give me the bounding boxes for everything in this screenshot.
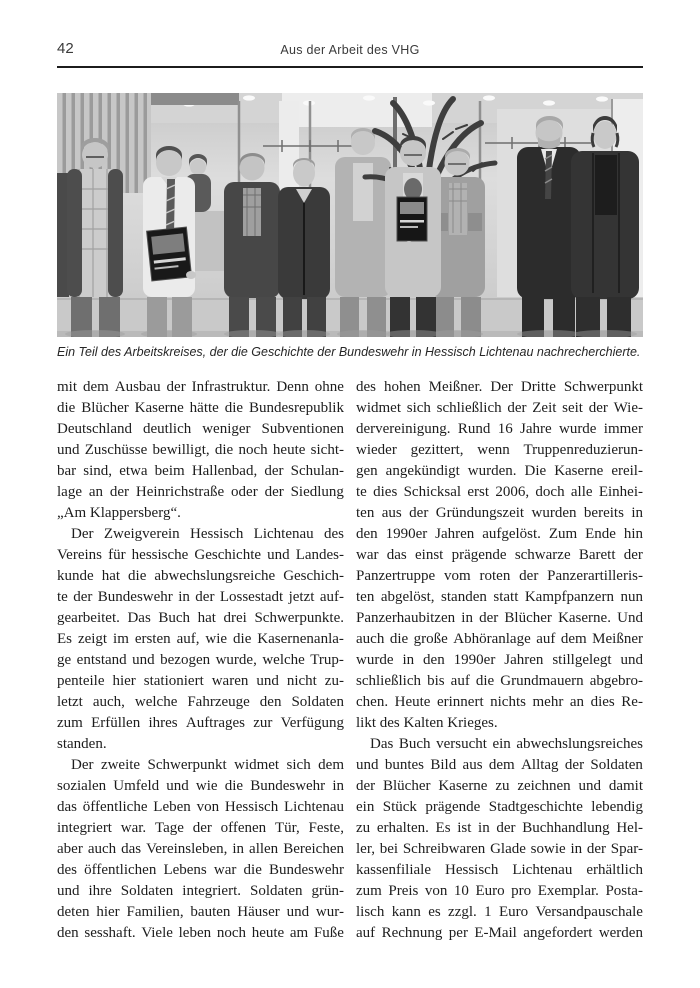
text-line: te dies Schicksal erst 2006, doch alle Einhei- (356, 484, 643, 500)
text-line: des öffentlichen Lebens war die Bundeswehr (57, 862, 344, 878)
text-line: die Blücher Kaserne hätte die Bundesrepublik (57, 400, 344, 416)
text-line: Panzertruppe vom roten der Panzerartilleris- (356, 568, 643, 584)
text-line: gearbeitet. Das Buch hat drei Schwerpunkte. (57, 610, 344, 626)
text-line: likt des Kalten Krieges. (356, 715, 498, 731)
text-line: und buntes Bild aus dem Alltag der Soldaten (356, 757, 643, 773)
book-cover (147, 227, 192, 281)
book-cover (397, 197, 427, 241)
text-line: aber auch das Vereinsleben, in allen Bereichen (57, 841, 344, 857)
text-line: mit dem Ausbau der Infrastruktur. Denn ohne (57, 379, 344, 395)
text-line: auch die große Abhöranlage auf dem Meißner (356, 631, 643, 647)
text-column-left (57, 377, 344, 944)
text-line: der Blücher Kaserne zu zeichnen und damit (356, 778, 643, 794)
text-line: lisch kann es zzgl. 1 Euro Versandpauschale (356, 904, 643, 920)
page-header (57, 40, 643, 60)
text-line: lage an der Heinrichstraße oder der Siedlung (57, 484, 344, 500)
text-line: ler, bei Schreibwaren Glade sowie in der Spar- (356, 841, 643, 857)
page-number: 42 (57, 40, 74, 57)
text-line: ten abgelöst, standen statt Kampfpanzern nun (356, 589, 643, 605)
photo-scene (57, 93, 643, 337)
text-line: kassenfiliale Hessisch Lichtenau erhältlich (356, 862, 643, 878)
text-line: chen. Heute erinnert nichts mehr an dies Re- (356, 694, 643, 710)
running-header: Aus der Arbeit des VHG (280, 43, 420, 57)
text-line: Vereins für hessische Geschichte und Landes- (57, 547, 344, 563)
photo-caption: Ein Teil des Arbeitskreises, der die Geschichte der Bundeswehr in Hessisch Lichtenau nachrecherchierte. (57, 345, 641, 359)
text-line: gen angekündigt wurden. Die Kaserne ereil- (356, 463, 643, 479)
text-line: Es zeigt im ersten auf, wie die Kasernenanla- (57, 631, 344, 647)
text-line: und Zuschüsse bewilligt, die noch heute sicht- (57, 442, 344, 458)
text-line: letzt auch, welche Fahrzeuge den Soldaten (57, 694, 344, 710)
text-line: wieder gezittert, wenn Truppenreduzierun- (356, 442, 643, 458)
text-line: integriert war. Tage der offenen Tür, Feste, (57, 820, 344, 836)
text-line: ein Stück prägende Stadtgeschichte lebendig (356, 799, 643, 815)
text-line: kunde hat die abwechslungsreiche Geschich- (57, 568, 344, 584)
text-line: ge entstand und bezogen wurde, welche Trup- (57, 652, 344, 668)
text-line: zum Erfüllen ihres Auftrages zur Verfügung (57, 715, 344, 731)
text-line: penteile hier stationiert waren und nicht zu- (57, 673, 344, 689)
text-line: Das Buch versucht ein abwechslungsreiches (370, 736, 643, 752)
text-line: Panzerhaubitzen in der Blücher Kaserne. Und (356, 610, 643, 626)
text-line: deten hier Familien, bauten Häuser und wur- (57, 904, 344, 920)
text-line: Deutschland deutlich weniger Subventionen (57, 421, 344, 437)
text-line: den sesshaft. Viele leben noch heute am Fuße (57, 925, 344, 941)
text-line: und ihre Soldaten integriert. Soldaten grün- (57, 883, 344, 899)
header-rule (57, 66, 643, 68)
dark-soffit (151, 93, 239, 105)
text-line: bar sind, etwa beim Hallenbad, der Schulan- (57, 463, 344, 479)
text-line: das öffentliche Leben von Hessisch Lichtenau (57, 799, 344, 815)
text-line: schließlich bis auf die Grundmauern abgebro- (356, 673, 643, 689)
text-line: Der zweite Schwerpunkt widmet sich dem (71, 757, 344, 773)
text-line: wurde in den 1990er Jahren stillgelegt und (356, 652, 643, 668)
text-line: widmet sich schließlich der Zeit seit der Wie- (356, 400, 643, 416)
text-line: standen. (57, 736, 107, 752)
text-line: zu erhalten. Es ist in der Buchhandlung Hel- (356, 820, 643, 836)
text-line: dervereinigung. Rund 16 Jahre wurde immer (356, 421, 643, 437)
text-line: war das einst prägende schwarze Barett der (356, 547, 643, 563)
group-photo (57, 93, 643, 337)
article-body (57, 377, 643, 944)
text-line: des hohen Meißner. Der Dritte Schwerpunkt (356, 379, 643, 395)
text-line: ten aus der Gründungszeit wurden bereits in (356, 505, 643, 521)
text-line: sozialen Umfeld und wie die Bundeswehr in (57, 778, 344, 794)
text-line: Der Zweigverein Hessisch Lichtenau des (71, 526, 344, 542)
text-line: zum Preis von 10 Euro pro Exemplar. Posta- (356, 883, 643, 899)
text-line: te der Bundeswehr in der Lossestadt jetzt auf- (57, 589, 344, 605)
text-column-right (356, 377, 643, 944)
text-line: „Am Klappersberg“. (57, 505, 181, 521)
text-line: auf Rechnung per E-Mail angefordert werden (356, 925, 643, 941)
floor-shadows (65, 330, 637, 337)
text-line: den 1990er Jahren aufgelöst. Zum Ende hin (356, 526, 643, 542)
